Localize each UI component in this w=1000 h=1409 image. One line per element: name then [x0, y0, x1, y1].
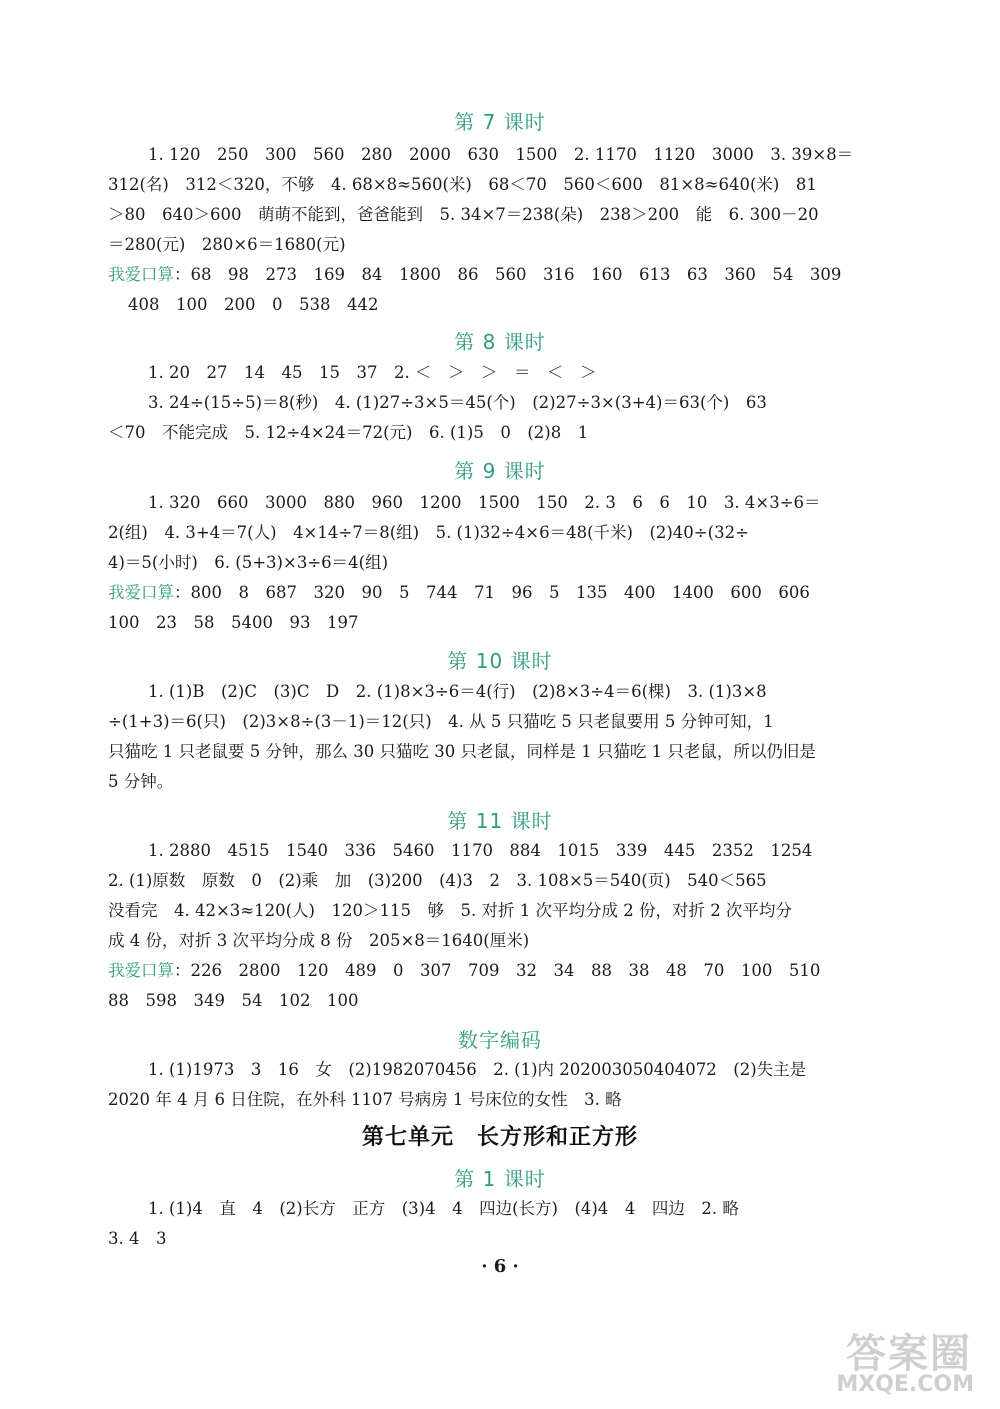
oral-line — [108, 260, 903, 290]
text-line: 1. 120 250 300 560 280 2000 630 1500 2. 1170 1120 3000 3. 39×8＝ — [148, 145, 854, 164]
text-line: 1. (1)1973 3 16 女 (2)1982070456 2. (1)内 202003050404072 (2)失主是 — [148, 1060, 807, 1079]
text-line: 3. 4 3 — [108, 1229, 167, 1248]
oral-line: 100 23 58 5400 93 197 — [108, 613, 359, 632]
watermark-logo-text: 答案圈 — [846, 1331, 972, 1377]
oral-calc-values: ：68 98 273 169 84 1800 86 560 316 160 613 63 360 54 309 — [174, 265, 842, 284]
oral-line: 88 598 349 54 102 100 — [108, 991, 359, 1010]
text-line: 1. 320 660 3000 880 960 1200 1500 150 2. 3 6 6 10 3. 4×3÷6＝ — [148, 493, 821, 512]
page-number: · 6 · — [481, 1256, 519, 1277]
lesson-8-answers — [108, 358, 903, 448]
oral-calc-label: 我爱口算 — [108, 961, 174, 980]
oral-calc-values: ：800 8 687 320 90 5 744 71 96 5 135 400 1400 600 606 — [174, 583, 810, 602]
text-line: 3. 24÷(15÷5)＝8(秒) 4. (1)27÷3×5＝45(个) (2)27÷3×(3+4)＝63(个) 63 — [148, 393, 767, 412]
text-line: 2020 年 4 月 6 日住院，在外科 1107 号病房 1 号床位的女性 3. 略 — [108, 1090, 622, 1109]
text-line: 312(名) 312＜320，不够 4. 68×8≈560(米) 68＜70 560＜600 81×8≈640(米) 81 — [108, 175, 817, 194]
lesson-11-title: 第 11 课时 — [447, 809, 553, 833]
digital-code-title: 数字编码 — [458, 1028, 542, 1052]
text-line: 1. (1)4 直 4 (2)长方 正方 (3)4 4 四边(长方) (4)4 4 四边 2. 略 — [148, 1199, 739, 1218]
lesson-8-title: 第 8 课时 — [454, 330, 546, 354]
watermark — [802, 1322, 982, 1402]
text-line: 1. (1)B (2)C (3)C D 2. (1)8×3÷6＝4(行) (2)8×3÷4＝6(棵) 3. (1)3×8 — [148, 682, 767, 701]
text-line: 没看完 4. 42×3≈120(人) 120＞115 够 5. 对折 1 次平均分成 2 份，对折 2 次平均分 — [108, 901, 792, 920]
text-line: 4)＝5(小时) 6. (5+3)×3÷6＝4(组) — [108, 553, 389, 572]
text-line: ＜70 不能完成 5. 12÷4×24＝72(元) 6. (1)5 0 (2)8 1 — [108, 423, 589, 442]
lesson-9-answers — [108, 488, 903, 638]
lesson-11-answers — [108, 836, 903, 1016]
text-line: ＝280(元) 280×6＝1680(元) — [108, 235, 346, 254]
oral-calc-values: ：226 2800 120 489 0 307 709 32 34 88 38 48 70 100 510 — [174, 961, 821, 980]
oral-line — [108, 578, 903, 608]
unit-7-lesson-1-answers — [108, 1194, 903, 1254]
text-line: ＞80 640＞600 萌萌不能到，爸爸能到 5. 34×7＝238(朵) 238＞200 能 6. 300－20 — [108, 205, 819, 224]
unit-7-title: 第七单元 长方形和正方形 — [361, 1125, 638, 1150]
oral-line: 408 100 200 0 538 442 — [128, 295, 379, 314]
text-line: 5 分钟。 — [108, 772, 174, 791]
lesson-10-title: 第 10 课时 — [447, 649, 553, 673]
oral-line — [108, 956, 903, 986]
unit-7-lesson-1-title: 第 1 课时 — [454, 1167, 546, 1191]
text-line: 2. (1)原数 原数 0 (2)乘 加 (3)200 (4)3 2 3. 108×5＝540(页) 540＜565 — [108, 871, 767, 890]
oral-calc-label: 我爱口算 — [108, 265, 174, 284]
text-line: 2(组) 4. 3+4＝7(人) 4×14÷7＝8(组) 5. (1)32÷4×6＝48(千米) (2)40÷(32÷ — [108, 523, 749, 542]
lesson-7-answers — [108, 140, 903, 320]
text-line: 只猫吃 1 只老鼠要 5 分钟，那么 30 只猫吃 30 只老鼠，同样是 1 只猫吃 1 只老鼠，所以仍旧是 — [108, 742, 816, 761]
oral-calc-label: 我爱口算 — [108, 583, 174, 602]
text-line: 成 4 份，对折 3 次平均分成 8 份 205×8＝1640(厘米) — [108, 931, 530, 950]
text-line: 1. 2880 4515 1540 336 5460 1170 884 1015 339 445 2352 1254 — [148, 841, 813, 860]
text-line: ÷(1+3)＝6(只) (2)3×8÷(3－1)＝12(只) 4. 从 5 只猫吃 5 只老鼠要用 5 分钟可知，1 — [108, 712, 774, 731]
lesson-7-title: 第 7 课时 — [454, 110, 546, 134]
lesson-10-answers — [108, 677, 903, 797]
text-line: 1. 20 27 14 45 15 37 2. ＜ ＞ ＞ ＝ ＜ ＞ — [148, 363, 597, 382]
lesson-9-title: 第 9 课时 — [454, 459, 546, 483]
watermark-url: MXQE.COM — [836, 1372, 974, 1397]
digital-code-answers — [108, 1055, 903, 1115]
